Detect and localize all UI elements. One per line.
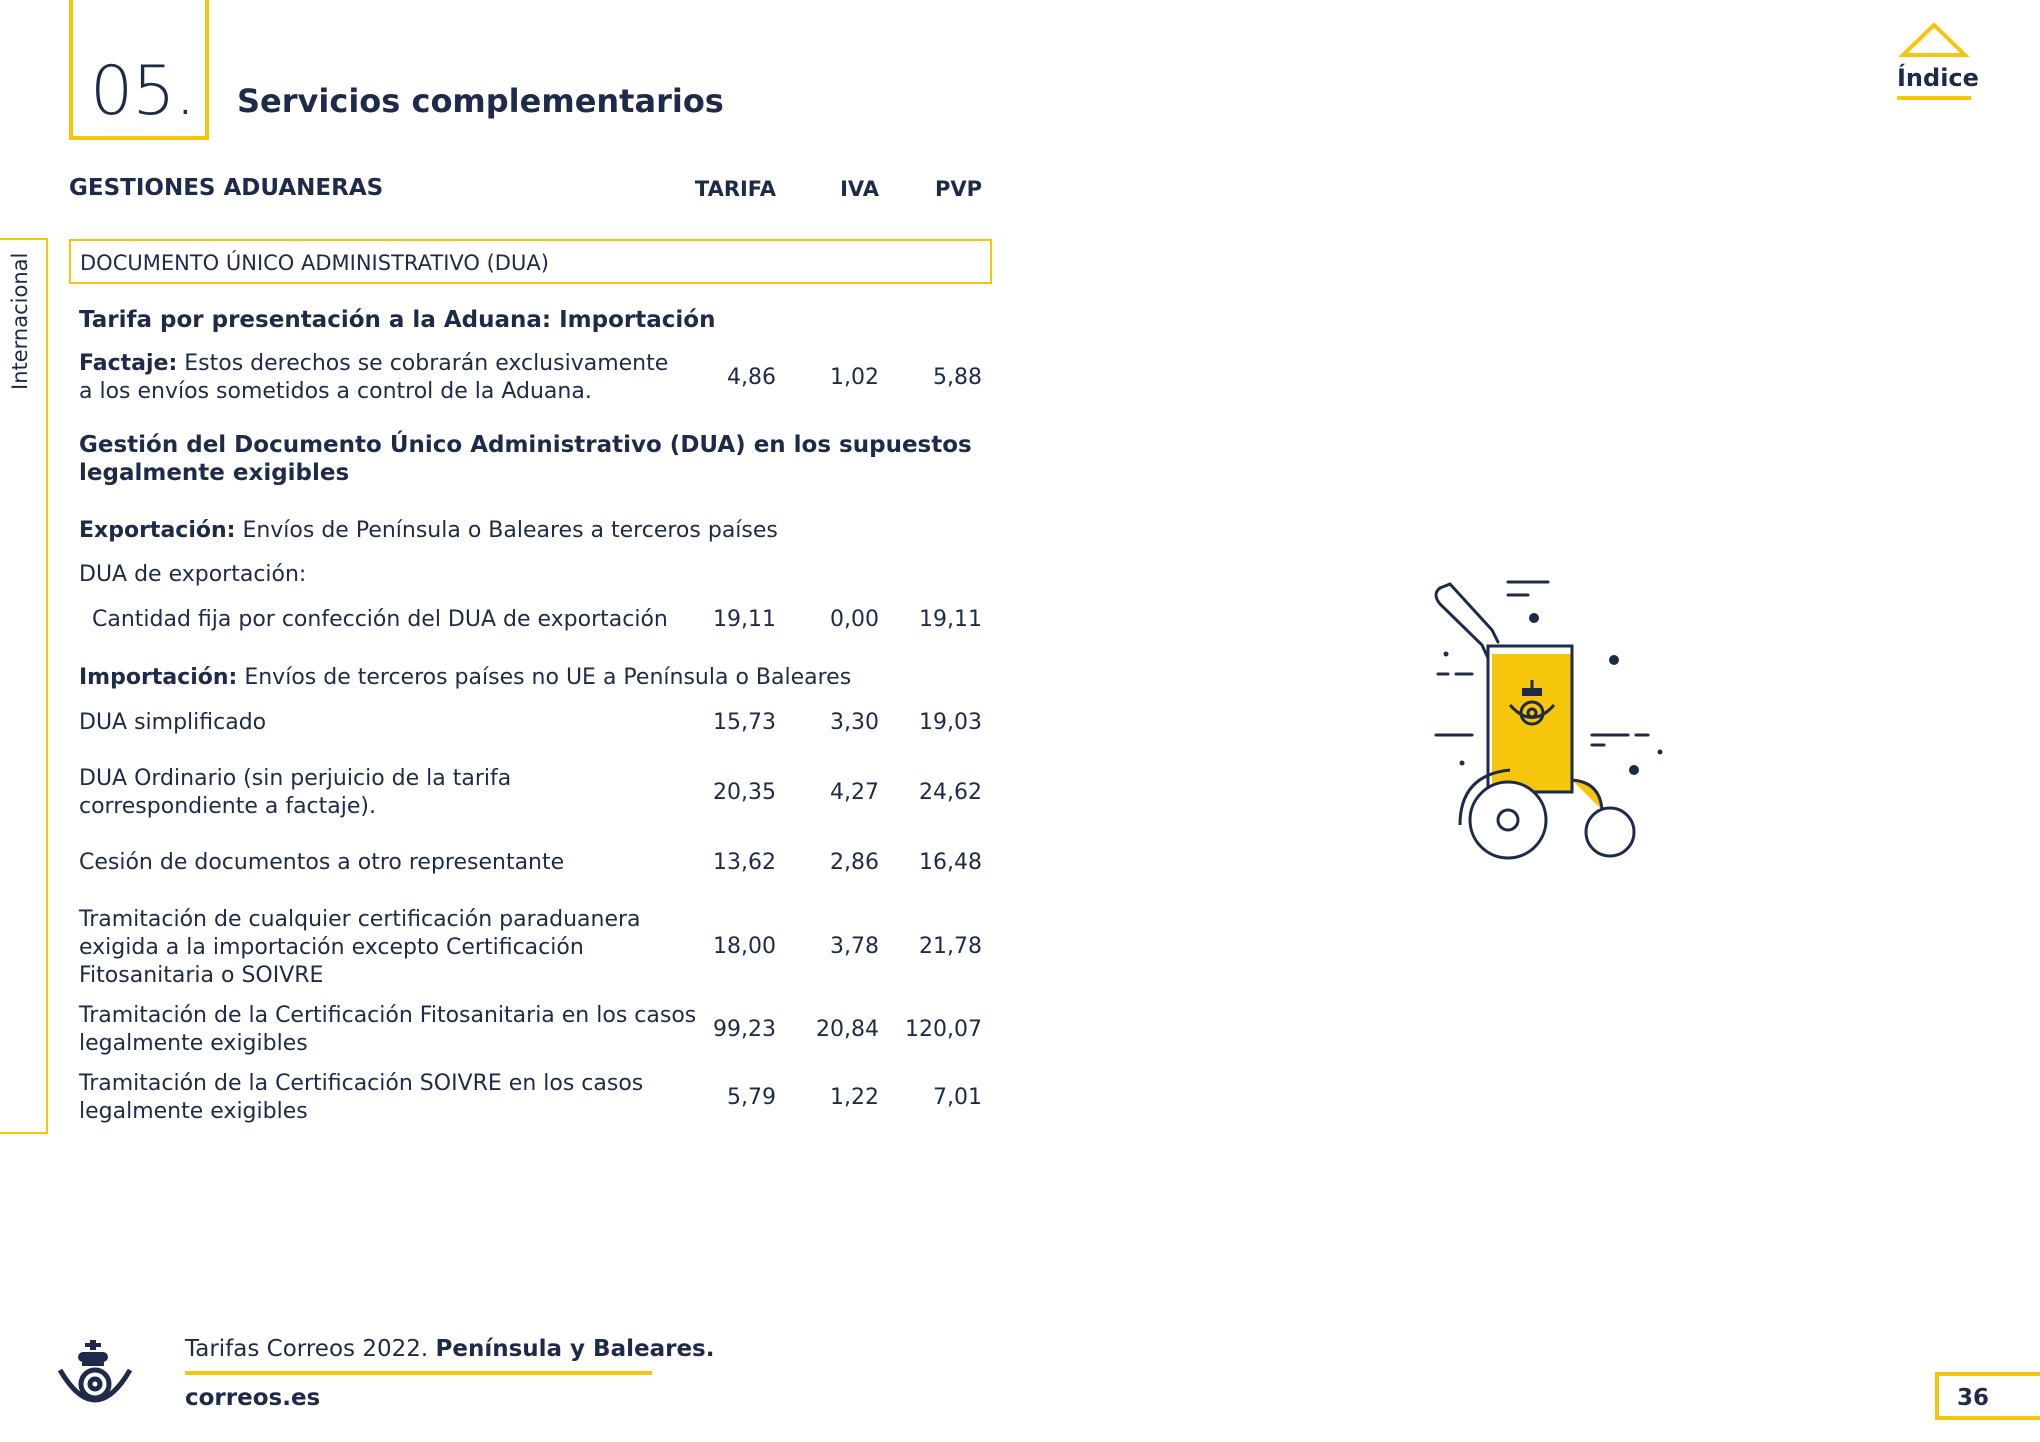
cell-iva: 0,00 [830, 607, 879, 632]
cell-pvp: 21,78 [919, 934, 982, 959]
subsection-box [69, 239, 992, 284]
row-label: DUA simplificado [79, 710, 267, 735]
footer-text [185, 1336, 714, 1362]
export-label-text: Envíos de Península o Baleares a terceros países [235, 518, 778, 543]
cell-tarifa: 99,23 [713, 1017, 776, 1042]
cell-tarifa: 19,11 [713, 607, 776, 632]
cell-pvp: 19,03 [919, 710, 982, 735]
cell-tarifa: 13,62 [713, 850, 776, 875]
cell-iva: 3,78 [830, 934, 879, 959]
import-label-text: Envíos de terceros países no UE a Península o Baleares [237, 665, 852, 690]
row-label: Cantidad fija por confección del DUA de exportación [92, 607, 668, 632]
row-label-text: Estos derechos se cobrarán exclusivamente [177, 351, 669, 376]
export-label-bold: Exportación: [79, 518, 236, 543]
page-title: Servicios complementarios [237, 82, 724, 120]
heading-text: Tarifa por presentación a la Aduana: Importación [79, 307, 716, 333]
column-header-iva: IVA [840, 177, 879, 201]
row-label-line-2: exigida a la importación excepto Certificación [79, 935, 584, 960]
cell-pvp: 7,01 [933, 1085, 982, 1110]
row-label-line-3: Fitosanitaria o SOIVRE [79, 963, 324, 988]
row-label [79, 350, 668, 406]
cell-iva: 1,02 [830, 365, 879, 390]
row-label [79, 765, 511, 821]
cell-pvp: 19,11 [919, 607, 982, 632]
section-title: GESTIONES ADUANERAS [69, 175, 384, 201]
page-number-text: 36 [1957, 1385, 1990, 1411]
cell-tarifa: 20,35 [713, 780, 776, 805]
row-label-line-1: Tramitación de la Certificación Fitosanitaria en los casos [79, 1003, 697, 1028]
row-label [79, 1070, 643, 1126]
page-number [1935, 1372, 2040, 1420]
cell-tarifa: 15,73 [713, 710, 776, 735]
row-label-text-2: a los envíos sometidos a control de la Aduana. [79, 379, 592, 404]
row-label-bold: Factaje: [79, 351, 178, 376]
index-link[interactable] [1897, 22, 1979, 100]
index-label: Índice [1897, 64, 1979, 92]
row-label-line-2: correspondiente a factaje). [79, 794, 376, 819]
row-label-line-2: legalmente exigibles [79, 1099, 308, 1124]
footer-url-link[interactable]: correos.es [185, 1385, 321, 1411]
cell-iva: 4,27 [830, 780, 879, 805]
row-label [79, 1002, 696, 1058]
cell-iva: 3,30 [830, 710, 879, 735]
hand-truck-illustration [1420, 570, 1680, 870]
side-tab-label: Internacional [8, 252, 32, 390]
chapter-number: 05. [90, 52, 196, 131]
cell-tarifa: 4,86 [727, 365, 776, 390]
column-header-pvp: PVP [934, 177, 982, 201]
cell-pvp: 5,88 [933, 365, 982, 390]
cell-tarifa: 18,00 [713, 934, 776, 959]
footer-text-bold: Península y Baleares. [435, 1336, 715, 1362]
row-label [79, 906, 641, 990]
heading-text [79, 431, 972, 487]
cell-pvp: 120,07 [905, 1017, 982, 1042]
subsection-label: DOCUMENTO ÚNICO ADMINISTRATIVO (DUA) [80, 251, 549, 275]
row-label: DUA de exportación: [79, 562, 307, 587]
home-triangle-icon [1899, 22, 1969, 58]
import-label-bold: Importación: [79, 665, 238, 690]
index-underline [1897, 96, 1971, 100]
heading-line-2: legalmente exigibles [79, 460, 350, 486]
cell-iva: 1,22 [830, 1085, 879, 1110]
cell-pvp: 24,62 [919, 780, 982, 805]
row-label [79, 517, 778, 545]
cell-pvp: 16,48 [919, 850, 982, 875]
row-label-line-1: Tramitación de cualquier certificación paraduanera [79, 907, 641, 932]
row-label-line-1: DUA Ordinario (sin perjuicio de la tarifa [79, 766, 512, 791]
cell-iva: 20,84 [816, 1017, 879, 1042]
row-label-line-2: legalmente exigibles [79, 1031, 308, 1056]
row-label [79, 664, 851, 692]
correos-logo-icon [56, 1340, 134, 1412]
cell-tarifa: 5,79 [727, 1085, 776, 1110]
row-label-line-1: Tramitación de la Certificación SOIVRE en los casos [79, 1071, 644, 1096]
footer-text-regular: Tarifas Correos 2022. [185, 1336, 436, 1362]
heading-line-1: Gestión del Documento Único Administrativo (DUA) en los supuestos [79, 432, 972, 458]
column-header-tarifa: TARIFA [694, 177, 776, 201]
cell-iva: 2,86 [830, 850, 879, 875]
row-label: Cesión de documentos a otro representante [79, 850, 565, 875]
footer-underline [185, 1371, 652, 1375]
